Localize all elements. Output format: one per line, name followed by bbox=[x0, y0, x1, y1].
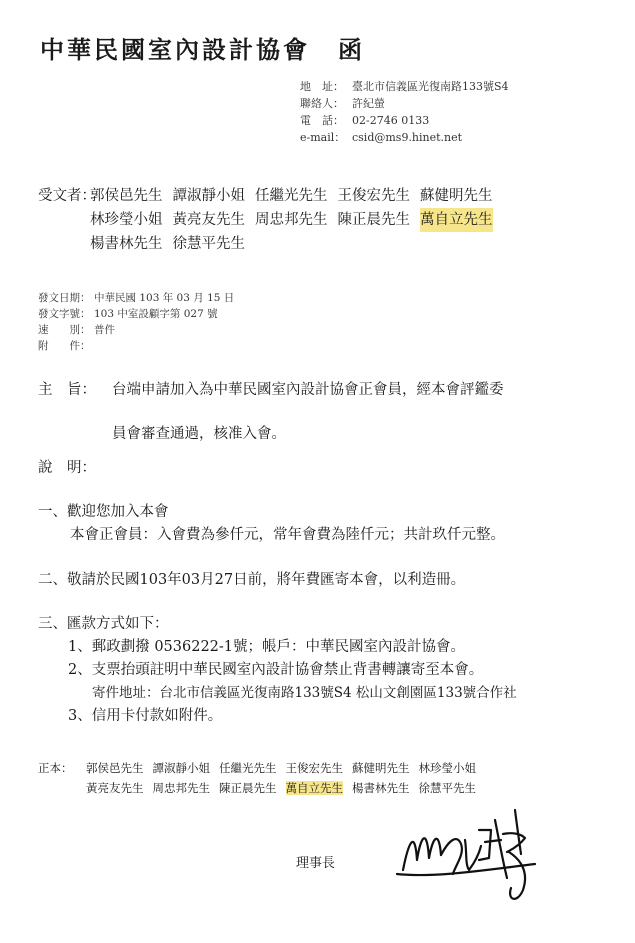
section-3-item-3: 3、信用卡付款如附件。 bbox=[68, 708, 223, 724]
recipient-name: 楊書林先生 bbox=[90, 236, 163, 252]
contact-address: 地 址： 臺北市信義區光復南路133號S4 bbox=[300, 80, 509, 93]
cc-name: 譚淑靜小姐 bbox=[152, 761, 210, 775]
attachment: 附 件： bbox=[38, 340, 91, 352]
recipient-name: 周忠邦先生 bbox=[255, 212, 328, 228]
cc-name: 陳正晨先生 bbox=[219, 781, 277, 795]
subject-label: 主 旨： bbox=[38, 382, 96, 398]
cc-name: 任繼光先生 bbox=[219, 761, 277, 775]
section-2-text: 二、敬請於民國103年03月27日前，將年費匯寄本會，以利造冊。 bbox=[38, 572, 466, 588]
chairman-title: 理事長 bbox=[296, 856, 336, 871]
cc-name: 徐慧平先生 bbox=[418, 781, 476, 795]
recipient-name: 陳正晨先生 bbox=[337, 212, 410, 228]
section-3-item-1: 1、郵政劃撥 0536222-1號；帳戶：中華民國室內設計協會。 bbox=[68, 639, 466, 655]
handwritten-signature bbox=[395, 800, 555, 910]
section-3-item-2: 2、支票抬頭註明中華民國室內設計協會禁止背書轉讓寄至本會。 bbox=[68, 662, 484, 678]
cc-name: 楊書林先生 bbox=[352, 781, 410, 795]
section-1-title: 一、歡迎您加入本會 bbox=[38, 504, 169, 520]
cc-name: 王俊宏先生 bbox=[285, 761, 343, 775]
contact-email: e-mail： csid@ms9.hinet.net bbox=[300, 131, 463, 144]
cc-row bbox=[38, 778, 485, 798]
recipients-row bbox=[38, 232, 503, 256]
doc-number: 發文字號： 103 中室設顧字第 027 號 bbox=[38, 308, 218, 320]
cc-name: 蘇健明先生 bbox=[352, 761, 410, 775]
recipient-name: 黃亮友先生 bbox=[172, 212, 245, 228]
cc-block bbox=[38, 758, 485, 798]
section-3-title: 三、匯款方式如下： bbox=[38, 616, 169, 632]
recipient-name: 任繼光先生 bbox=[255, 188, 328, 204]
subject-line-2: 員會審查通過，核准入會。 bbox=[112, 426, 286, 442]
recipient-name: 蘇健明先生 bbox=[420, 188, 493, 204]
recipient-name-highlighted: 萬自立先生 bbox=[420, 208, 493, 232]
recipients-row bbox=[38, 184, 503, 208]
recipients-row bbox=[38, 208, 503, 232]
recipient-name: 徐慧平先生 bbox=[172, 236, 245, 252]
org-name: 中華民國室內設計協會 bbox=[40, 36, 310, 64]
section-3-item-2-address: 寄件地址：台北市信義區光復南路133號S4 松山文創園區133號合作社 bbox=[92, 685, 517, 701]
cc-name: 黃亮友先生 bbox=[86, 781, 144, 795]
recipients-block bbox=[38, 184, 503, 256]
contact-block bbox=[300, 78, 509, 146]
recipient-name: 王俊宏先生 bbox=[337, 188, 410, 204]
cc-name: 郭侯邑先生 bbox=[86, 761, 144, 775]
cc-name: 周忠邦先生 bbox=[152, 781, 210, 795]
recipients-label: 受文者： bbox=[38, 188, 96, 204]
subject-line-1: 台端申請加入為中華民國室內設計協會正會員，經本會評鑑委 bbox=[112, 382, 504, 398]
explain-label: 說 明： bbox=[38, 460, 96, 476]
contact-phone: 電 話： 02-2746 0133 bbox=[300, 114, 430, 127]
section-1-text: 本會正會員：入會費為參仟元，常年會費為陸仟元；共計玖仟元整。 bbox=[70, 527, 505, 543]
document-meta bbox=[38, 290, 234, 354]
doc-type: 函 bbox=[338, 36, 365, 64]
recipient-name: 譚淑靜小姐 bbox=[172, 188, 245, 204]
letter-title bbox=[40, 30, 365, 65]
contact-person: 聯絡人： 許紀螢 bbox=[300, 97, 385, 110]
cc-name-highlighted: 萬自立先生 bbox=[285, 781, 343, 795]
cc-row bbox=[38, 758, 485, 778]
urgency: 速 別： 普件 bbox=[38, 324, 115, 336]
issue-date: 發文日期： 中華民國 103 年 03 月 15 日 bbox=[38, 292, 235, 304]
recipient-name: 林珍瑩小姐 bbox=[90, 212, 163, 228]
cc-name: 林珍瑩小姐 bbox=[418, 761, 476, 775]
recipient-name: 郭侯邑先生 bbox=[90, 188, 163, 204]
cc-label: 正本： bbox=[38, 761, 73, 775]
